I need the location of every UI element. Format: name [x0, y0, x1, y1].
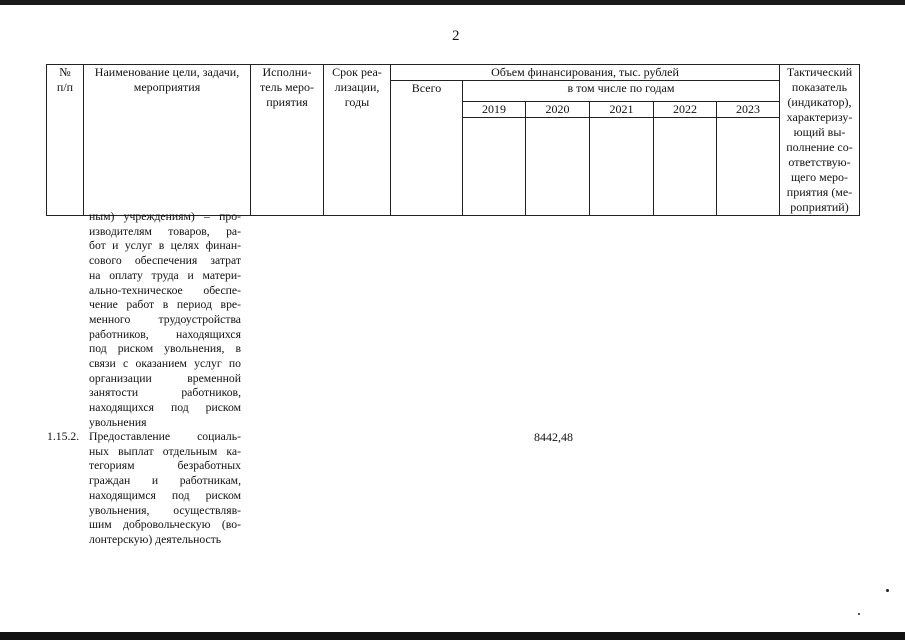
text-line: под риском увольнения, в	[89, 342, 241, 356]
header-year-spacer	[590, 118, 654, 216]
text-line: находящихся под риском	[89, 401, 241, 415]
row-amount: 8442,48	[534, 430, 573, 444]
header-indicator: Тактический показатель (индикатор), характеризу- ющий вы- полнение со- ответствую- щего меро- приятия (ме- роприятий)	[780, 65, 860, 216]
header-number: № п/п	[47, 65, 84, 216]
text-line: находящимся под риском	[89, 488, 241, 502]
table-header	[46, 64, 860, 216]
header-executor: Исполни- тель меро- приятия	[251, 65, 324, 216]
scan-speck	[858, 613, 860, 615]
text-line: сового обеспечения затрат	[89, 254, 241, 268]
header-year: 2023	[717, 102, 780, 118]
text-line: занятости работников,	[89, 386, 241, 400]
text-line: лонтерскую) деятельность	[89, 532, 222, 546]
scan-border-top	[0, 0, 905, 5]
header-year-spacer	[526, 118, 590, 216]
text-line: Предоставление социаль-	[89, 430, 241, 443]
header-year-spacer	[463, 118, 526, 216]
header-year: 2021	[590, 102, 654, 118]
row-continuation-text	[89, 210, 241, 431]
header-funding: Объем финансирования, тыс. рублей	[391, 65, 780, 81]
text-line: работников, находящихся	[89, 327, 241, 341]
header-by-year: в том числе по годам	[463, 81, 780, 102]
text-line: граждан и работникам,	[89, 474, 241, 488]
text-line: менного трудоустройства	[89, 312, 241, 326]
text-line: тегориям безработных	[89, 459, 241, 473]
text-line: увольнения, осуществляв-	[89, 503, 241, 517]
header-term: Срок реа- лизации, годы	[324, 65, 391, 216]
header-total: Всего	[391, 81, 463, 216]
text-line: увольнения	[89, 415, 147, 429]
scan-border-bottom	[0, 632, 905, 640]
text-line: связи с оказанием услуг по	[89, 357, 241, 371]
text-line: на оплату труда и матери-	[89, 268, 241, 282]
text-line: изводителям товаров, ра-	[89, 224, 241, 238]
header-name: Наименование цели, задачи, мероприятия	[84, 65, 251, 216]
row-name-text	[89, 430, 241, 548]
header-year: 2019	[463, 102, 526, 118]
text-line: чение работ в период вре-	[89, 298, 241, 312]
header-year: 2020	[526, 102, 590, 118]
text-line: бот и услуг в целях финан-	[89, 239, 241, 253]
scan-speck	[886, 589, 889, 592]
text-line: ально-техническое обеспе-	[89, 283, 241, 297]
header-year-spacer	[717, 118, 780, 216]
text-line: шим добровольческую (во-	[89, 518, 241, 532]
text-line: организации временной	[89, 371, 241, 385]
text-line: ных выплат отдельным ка-	[89, 444, 241, 458]
header-year-spacer	[654, 118, 717, 216]
text-line: ным) учреждениям) – про-	[89, 210, 241, 223]
row-code: 1.15.2.	[47, 430, 80, 443]
page-number: 2	[452, 28, 460, 44]
header-year: 2022	[654, 102, 717, 118]
